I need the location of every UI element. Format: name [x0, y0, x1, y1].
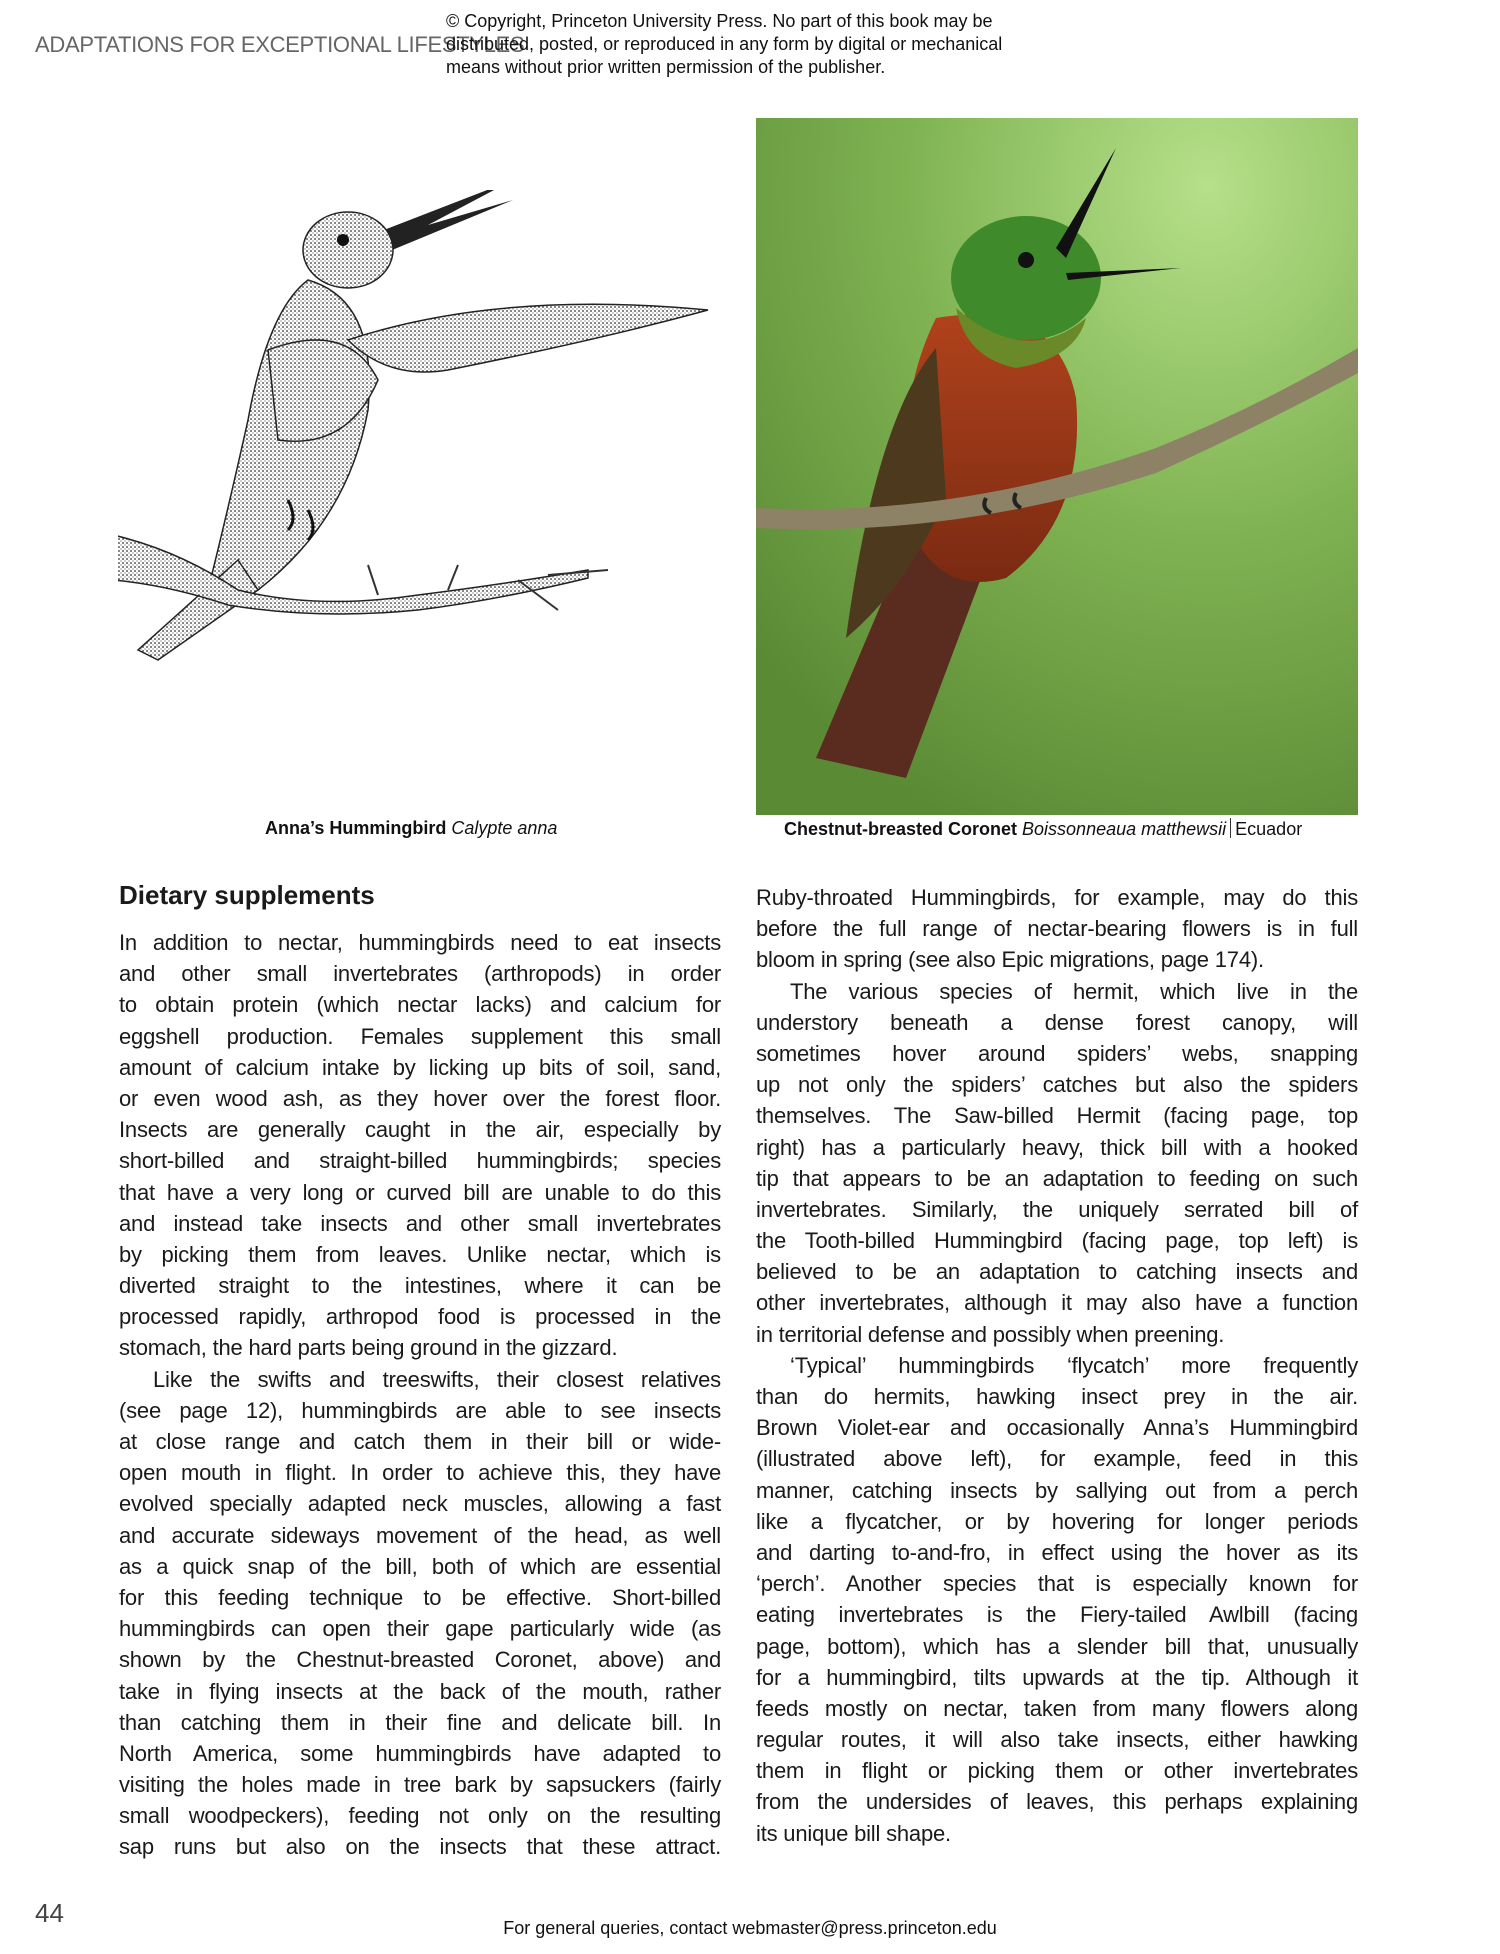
caption-chestnut-breasted-coronet: [784, 818, 1302, 840]
paragraph-line: them in flight or picking them or other invertebrates: [756, 1758, 1358, 1784]
caption-scientific-name: Boissonneaua matthewsii: [1022, 819, 1227, 839]
caption-common-name: Chestnut-breasted Coronet: [784, 819, 1018, 839]
copyright-line: means without prior written permission of the publisher.: [446, 57, 886, 77]
paragraph-line: and accurate sideways movement of the head, as well: [119, 1522, 721, 1548]
running-head: ADAPTATIONS FOR EXCEPTIONAL LIFESTYLES: [35, 32, 525, 57]
caption-location: Ecuador: [1235, 819, 1303, 839]
paragraph-line: in territorial defense and possibly when preening.: [756, 1321, 1225, 1347]
paragraph-line: as a quick snap of the bill, both of which are essential: [119, 1553, 721, 1579]
paragraph-line: than catching them in their fine and delicate bill. In: [119, 1709, 721, 1735]
chestnut-breasted-coronet-photo: [756, 118, 1358, 815]
caption-annas-hummingbird: [265, 818, 557, 839]
copyright-line: © Copyright, Princeton University Press. No part of this book may be: [446, 11, 993, 31]
paragraph-line: bloom in spring (see also Epic migrations, page 174).: [756, 947, 1264, 973]
paragraph-line: believed to be an adaptation to catching insects and: [756, 1259, 1358, 1285]
paragraph-line: manner, catching insects by sallying out from a perch: [756, 1477, 1358, 1503]
paragraph-line: Brown Violet-ear and occasionally Anna’s Hummingbird: [756, 1415, 1358, 1441]
paragraph-line: than do hermits, hawking insect prey in the air.: [756, 1384, 1358, 1409]
paragraph-line: regular routes, it will also take insects, either hawking: [756, 1727, 1358, 1753]
annas-hummingbird-illustration: [118, 190, 712, 770]
paragraph-line: take in flying insects at the back of the mouth, rather: [119, 1678, 721, 1704]
paragraph-line: eating invertebrates is the Fiery-tailed Awlbill (facing: [756, 1602, 1358, 1628]
footer-contact: For general queries, contact webmaster@press.princeton.edu: [503, 1918, 997, 1938]
paragraph-line: like a flycatcher, or by hovering for longer periods: [756, 1508, 1358, 1534]
paragraph-line: or even wood ash, as they hover over the forest floor.: [119, 1085, 721, 1111]
paragraph-line: processed rapidly, arthropod food is processed in the: [119, 1304, 721, 1330]
paragraph-line: hummingbirds can open their gape particularly wide (as: [119, 1616, 721, 1642]
caption-common-name: Anna’s Hummingbird: [265, 818, 447, 838]
paragraph-line: shown by the Chestnut-breasted Coronet, above) and: [119, 1647, 721, 1673]
paragraph-line: ‘perch’. Another species that is especially known for: [756, 1571, 1358, 1597]
paragraph-line: The various species of hermit, which live in the: [790, 978, 1358, 1004]
paragraph-line: diverted straight to the intestines, where it can be: [119, 1273, 721, 1299]
caption-scientific-name: Calypte anna: [451, 818, 558, 838]
paragraph-line: themselves. The Saw-billed Hermit (facing page, top: [756, 1103, 1358, 1129]
paragraph-line: Ruby-throated Hummingbirds, for example, may do this: [756, 885, 1358, 910]
paragraph-line: right) has a particularly heavy, thick bill with a hooked: [756, 1134, 1358, 1160]
paragraph-line: tip that appears to be an adaptation to feeding on such: [756, 1165, 1358, 1191]
paragraph-line: and other small invertebrates (arthropods) in order: [119, 961, 721, 987]
paragraph-line: short-billed and straight-billed hummingbirds; species: [119, 1148, 721, 1174]
paragraph-line: the Tooth-billed Hummingbird (facing page, top left) is: [756, 1228, 1358, 1254]
paragraph-line: sap runs but also on the insects that these attract.: [119, 1834, 721, 1860]
paragraph-line: and instead take insects and other small invertebrates: [119, 1210, 721, 1236]
caption-separator: [1230, 818, 1231, 838]
paragraph-line: page, bottom), which has a slender bill that, unusually: [756, 1633, 1358, 1659]
paragraph-line: eggshell production. Females supplement this small: [119, 1023, 721, 1049]
paragraph-line: that have a very long or curved bill are unable to do this: [119, 1179, 721, 1205]
page-number: 44: [35, 1898, 64, 1928]
paragraph-line: up not only the spiders’ catches but also the spiders: [756, 1072, 1358, 1098]
copyright-notice: [446, 10, 1002, 79]
paragraph-line: evolved specially adapted neck muscles, allowing a fast: [119, 1491, 721, 1517]
paragraph-line: for a hummingbird, tilts upwards at the tip. Although it: [756, 1664, 1358, 1690]
body-column-right: [756, 882, 1358, 1849]
paragraph-line: at close range and catch them in their bill or wide-: [119, 1429, 721, 1454]
paragraph-line: understory beneath a dense forest canopy, will: [756, 1009, 1358, 1035]
copyright-line: distributed, posted, or reproduced in any form by digital or mechanical: [446, 34, 1003, 54]
paragraph-line: stomach, the hard parts being ground in the gizzard.: [119, 1335, 618, 1361]
paragraph-line: from the undersides of leaves, this perhaps explaining: [756, 1789, 1358, 1815]
paragraph-line: to obtain protein (which nectar lacks) and calcium for: [119, 992, 721, 1018]
paragraph-line: for this feeding technique to be effective. Short-billed: [119, 1584, 721, 1610]
paragraph-line: before the full range of nectar-bearing flowers is in full: [756, 916, 1358, 942]
paragraph-line: its unique bill shape.: [756, 1820, 951, 1846]
paragraph-line: visiting the holes made in tree bark by sapsuckers (fairly: [119, 1772, 721, 1798]
paragraph-line: invertebrates. Similarly, the uniquely serrated bill of: [756, 1196, 1358, 1222]
paragraph-line: (illustrated above left), for example, feed in this: [756, 1446, 1358, 1472]
body-column-left: [119, 927, 721, 1863]
paragraph-line: ‘Typical’ hummingbirds ‘flycatch’ more frequently: [790, 1352, 1358, 1378]
section-heading: Dietary supplements: [119, 880, 375, 910]
paragraph-line: In addition to nectar, hummingbirds need to eat insects: [119, 930, 721, 955]
paragraph-line: Like the swifts and treeswifts, their closest relatives: [153, 1366, 721, 1392]
paragraph-line: amount of calcium intake by licking up bits of soil, sand,: [119, 1054, 721, 1080]
paragraph-line: small woodpeckers), feeding not only on the resulting: [119, 1803, 721, 1829]
paragraph-line: (see page 12), hummingbirds are able to see insects: [119, 1397, 721, 1423]
paragraph-line: North America, some hummingbirds have adapted to: [119, 1740, 721, 1766]
paragraph-line: by picking them from leaves. Unlike nectar, which is: [119, 1241, 721, 1267]
paragraph-line: Insects are generally caught in the air, especially by: [119, 1117, 721, 1143]
paragraph-line: open mouth in flight. In order to achieve this, they have: [119, 1460, 721, 1486]
paragraph-line: and darting to-and-fro, in effect using the hover as its: [756, 1539, 1358, 1565]
paragraph-line: sometimes hover around spiders’ webs, snapping: [756, 1040, 1358, 1066]
paragraph-line: other invertebrates, although it may also have a function: [756, 1290, 1358, 1316]
paragraph-line: feeds mostly on nectar, taken from many flowers along: [756, 1695, 1358, 1721]
